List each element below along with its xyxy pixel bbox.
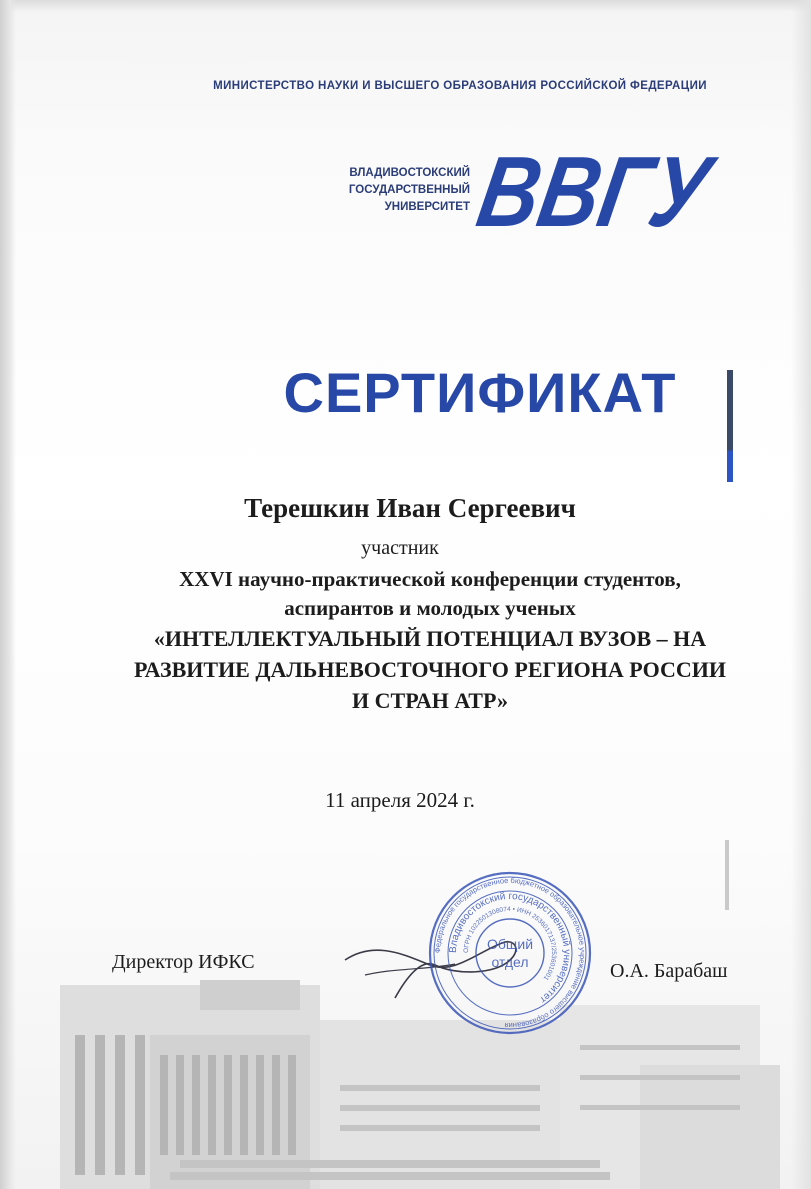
stamp-inner-ring-text: Владивостокский государственный университет — [447, 890, 573, 1005]
university-name-line-1: ВЛАДИВОСТОКСКИЙ — [349, 167, 470, 179]
director-position: Директор ИФКС — [112, 951, 255, 973]
title-accent-bar — [727, 370, 733, 482]
university-logo — [470, 136, 764, 248]
stamp-center-line-2: отдел — [491, 954, 529, 970]
certificate-date: 11 апреля 2024 г. — [325, 788, 475, 812]
stamp-outer-ring-text: Федеральное государственное бюджетное образовательное учреждение высшего образования — [432, 875, 588, 1031]
conference-title-line-3: И СТРАН АТР» — [352, 688, 508, 713]
stamp-code-ring-text: ОГРН 1022501308074 • ИНН 2536017137/253601001 — [462, 905, 558, 982]
university-name-line-3: УНИВЕРСИТЕТ — [384, 201, 470, 213]
official-stamp — [425, 868, 595, 1038]
stamp-center-line-1: Общий — [486, 936, 534, 952]
signer-name: О.А. Барабаш — [610, 960, 728, 982]
conference-title-line-1: «ИНТЕЛЛЕКТУАЛЬНЫЙ ПОТЕНЦИАЛ ВУЗОВ – НА — [153, 626, 707, 651]
university-name-line-2: ГОСУДАРСТВЕННЫЙ — [348, 184, 470, 196]
recipient-role: участник — [361, 537, 439, 559]
recipient-name: Терешкин Иван Сергеевич — [244, 493, 576, 523]
decorative-bar — [725, 840, 729, 910]
paper-top-shadow — [0, 0, 811, 12]
logo-text: ВВГУ — [470, 136, 764, 248]
conference-description — [70, 565, 790, 716]
certificate-title: СЕРТИФИКАТ — [283, 361, 677, 424]
conference-line-1: XXVI научно-практической конференции студентов, — [179, 567, 681, 591]
ministry-header: МИНИСТЕРСТВО НАУКИ И ВЫСШЕГО ОБРАЗОВАНИЯ РОССИЙСКОЙ ФЕДЕРАЦИИ — [213, 80, 707, 92]
conference-line-2: аспирантов и молодых ученых — [284, 596, 576, 620]
university-name — [300, 165, 470, 216]
conference-title-line-2: РАЗВИТИЕ ДАЛЬНЕВОСТОЧНОГО РЕГИОНА РОССИИ — [134, 657, 726, 682]
